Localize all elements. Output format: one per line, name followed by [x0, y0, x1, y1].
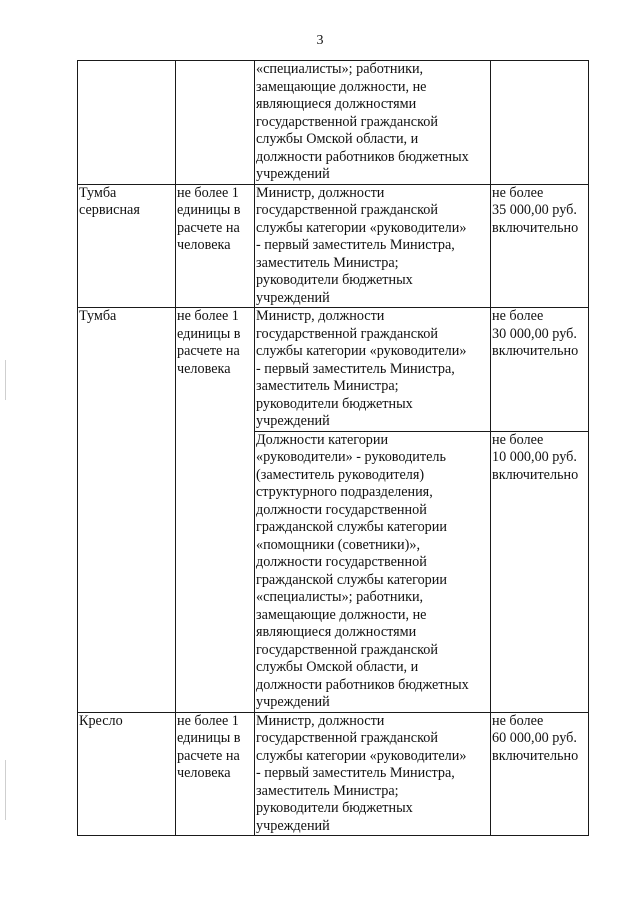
price-cell — [491, 712, 589, 836]
text-line: руководители бюджетных — [256, 800, 413, 816]
text-line: должности государственной — [256, 501, 427, 518]
table-row — [78, 184, 589, 308]
text-line: Министр, должности — [256, 308, 385, 324]
limit-line: человека — [177, 237, 231, 253]
equipment-norms-table — [77, 60, 589, 836]
text-line: службы категории «руководители» — [256, 747, 467, 764]
text-line: «помощники (советники)», — [256, 536, 420, 553]
limit-cell — [176, 308, 255, 713]
text-line: заместитель Министра; — [256, 378, 399, 394]
table-row — [78, 712, 589, 836]
text-line: (заместитель руководителя) — [256, 466, 425, 483]
text-line: учреждений — [256, 166, 330, 182]
text-line: службы категории «руководители» — [256, 343, 467, 359]
scan-edge-mark — [5, 360, 6, 400]
table-row — [78, 308, 589, 432]
text-line: являющиеся должностями — [256, 96, 417, 112]
page-number: 3 — [316, 33, 324, 48]
price-cell — [491, 61, 589, 185]
table-row — [78, 61, 589, 185]
text-line: государственной гражданской — [256, 113, 438, 130]
limit-line: не более 1 — [177, 184, 239, 201]
text-line: заместитель Министра; — [256, 254, 399, 271]
price-line: не более — [492, 184, 544, 201]
text-line: «руководители» - руководитель — [256, 449, 446, 465]
positions-cell — [255, 308, 491, 432]
text-line: Должности категории — [256, 431, 389, 448]
price-line: включительно — [492, 466, 579, 483]
price-line: 30 000,00 руб. — [492, 325, 577, 342]
text-line: «специалисты»; работники, — [256, 589, 424, 605]
price-line: 10 000,00 руб. — [492, 449, 577, 465]
text-line: гражданской службы категории — [256, 571, 447, 588]
limit-line: единицы в — [177, 730, 241, 746]
text-line: должности государственной — [256, 554, 427, 570]
item-cell — [78, 184, 176, 308]
text-line: «специалисты»; работники, — [256, 61, 424, 77]
text-line: являющиеся должностями — [256, 624, 417, 640]
text-line: замещающие должности, не — [256, 606, 427, 623]
item-name-line: Тумба — [79, 308, 117, 324]
text-line: должности работников бюджетных — [256, 148, 469, 165]
text-line: должности работников бюджетных — [256, 676, 469, 693]
price-line: 35 000,00 руб. — [492, 202, 577, 218]
text-line: службы Омской области, и — [256, 659, 419, 675]
text-line: учреждений — [256, 413, 330, 429]
price-line: включительно — [492, 219, 579, 236]
price-line: не более — [492, 431, 544, 448]
text-line: учреждений — [256, 289, 330, 306]
price-line: 60 000,00 руб. — [492, 730, 577, 746]
positions-cell — [255, 431, 491, 712]
item-cell — [78, 308, 176, 713]
item-cell — [78, 712, 176, 836]
text-line: службы категории «руководители» — [256, 219, 467, 236]
text-line: замещающие должности, не — [256, 78, 427, 95]
price-line: не более — [492, 712, 544, 729]
limit-line: расчете на — [177, 219, 240, 236]
limit-cell — [176, 184, 255, 308]
limit-line: человека — [177, 765, 231, 781]
text-line: учреждений — [256, 694, 330, 710]
text-line: государственной гражданской — [256, 730, 438, 746]
positions-cell — [255, 712, 491, 836]
item-cell — [78, 61, 176, 185]
text-line: - первый заместитель Министра, — [256, 237, 455, 253]
price-line: не более — [492, 308, 544, 324]
item-name-line: сервисная — [79, 202, 140, 218]
text-line: службы Омской области, и — [256, 131, 419, 147]
text-line: гражданской службы категории — [256, 519, 447, 535]
limit-line: единицы в — [177, 202, 241, 218]
text-line: заместитель Министра; — [256, 782, 399, 799]
limit-cell — [176, 712, 255, 836]
item-name-line: Тумба — [79, 184, 117, 201]
positions-cell — [255, 61, 491, 185]
text-line: государственной гражданской — [256, 202, 438, 218]
limit-cell — [176, 61, 255, 185]
text-line: структурного подразделения, — [256, 484, 433, 500]
text-line: государственной гражданской — [256, 641, 438, 658]
limit-line: не более 1 — [177, 712, 239, 729]
limit-line: единицы в — [177, 325, 241, 342]
text-line: государственной гражданской — [256, 325, 438, 342]
scan-edge-mark — [5, 760, 6, 820]
text-line: Министр, должности — [256, 712, 385, 729]
item-name-line: Кресло — [79, 712, 123, 729]
price-line: включительно — [492, 343, 579, 359]
text-line: - первый заместитель Министра, — [256, 765, 455, 781]
text-line: руководители бюджетных — [256, 272, 413, 288]
positions-cell — [255, 184, 491, 308]
limit-line: не более 1 — [177, 308, 239, 324]
price-cell — [491, 184, 589, 308]
price-cell — [491, 308, 589, 432]
limit-line: расчете на — [177, 343, 240, 359]
text-line: учреждений — [256, 817, 330, 834]
text-line: Министр, должности — [256, 184, 385, 201]
text-line: - первый заместитель Министра, — [256, 360, 455, 377]
price-cell — [491, 431, 589, 712]
price-line: включительно — [492, 747, 579, 764]
limit-line: расчете на — [177, 747, 240, 764]
text-line: руководители бюджетных — [256, 395, 413, 412]
limit-line: человека — [177, 360, 231, 377]
